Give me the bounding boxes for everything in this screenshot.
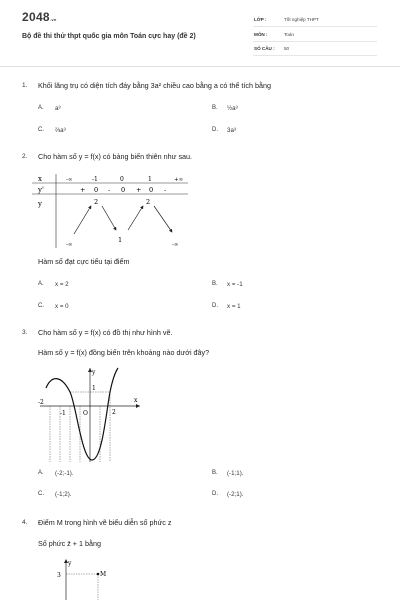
table-y-value: -∞: [66, 242, 73, 248]
question-text: Cho hàm số y = f(x) có bảng biến thiên như sau.: [38, 152, 193, 161]
option-letter[interactable]: D.: [212, 491, 218, 497]
question-text: Khối lăng trụ có diện tích đáy bằng 3a² chiều cao bằng a có thể tích bằng: [38, 81, 271, 90]
option-text[interactable]: (-1;1).: [227, 470, 244, 477]
meta-divider: [253, 26, 377, 27]
function-curve: [46, 368, 118, 460]
table-y-value: 2: [146, 198, 151, 206]
graph-origin-label: O: [83, 410, 88, 417]
logo-text: 2048: [22, 10, 50, 24]
option-letter[interactable]: C.: [38, 491, 44, 497]
table-y-value: 1: [118, 236, 123, 244]
table-sign: +: [80, 186, 86, 194]
option-letter[interactable]: D.: [212, 127, 218, 133]
table-arrow-down: [102, 206, 116, 230]
option-text[interactable]: (-2;-1).: [55, 470, 74, 477]
table-sign: -: [164, 186, 167, 194]
point-m: [97, 573, 100, 576]
question-number: 4.: [22, 519, 28, 526]
table-y-value: -∞: [172, 242, 179, 248]
meta-divider: [253, 41, 377, 42]
option-text[interactable]: (-1;2).: [55, 491, 72, 498]
table-sign: 0: [121, 186, 126, 194]
complex-plane-graph: [52, 556, 132, 600]
option-text[interactable]: x = -1: [227, 281, 243, 288]
table-yprime-label: y': [38, 186, 44, 194]
table-x-value: 0: [120, 176, 124, 183]
question-prompt: Số phức z̄ + 1 bằng: [38, 539, 101, 548]
option-text[interactable]: x = 0: [55, 303, 69, 310]
question-prompt: Hàm số đạt cực tiểu tại điểm: [38, 257, 130, 266]
question-prompt: Hàm số y = f(x) đồng biến trên khoảng nào dưới đây?: [38, 348, 210, 357]
table-x-value: -1: [92, 176, 98, 183]
table-arrow-up: [74, 206, 91, 234]
graph-y-axis-label: y: [68, 560, 72, 567]
question-text: Cho hàm số y = f(x) có đồ thị như hình vẽ.: [38, 328, 173, 337]
option-letter[interactable]: A.: [38, 470, 44, 476]
option-letter[interactable]: B.: [212, 281, 218, 287]
question-number: 3.: [22, 329, 28, 336]
graph-y-axis-label: y: [92, 369, 96, 376]
meta-count-label: SỐ CÂU :: [254, 46, 275, 51]
table-arrow-up: [128, 206, 143, 230]
table-sign: -: [108, 186, 111, 194]
logo-suffix: .vn: [49, 17, 57, 22]
option-letter[interactable]: B.: [212, 470, 218, 476]
option-text[interactable]: x = 1: [227, 303, 241, 310]
graph-x-axis-label: x: [134, 397, 138, 404]
table-arrow-down: [154, 206, 172, 232]
graph-label: -2: [38, 399, 44, 406]
header-divider: [0, 66, 400, 67]
table-x-value: +∞: [174, 177, 184, 183]
graph-tick-label: 3: [57, 572, 61, 579]
meta-divider: [253, 55, 377, 56]
table-y-label: y: [38, 200, 42, 208]
table-x-label: x: [38, 175, 42, 183]
option-letter[interactable]: C.: [38, 127, 44, 133]
question-number: 2.: [22, 153, 28, 160]
graph-label: -1: [60, 410, 66, 417]
variation-table: [30, 172, 190, 250]
table-sign: 0: [94, 186, 99, 194]
table-sign: +: [136, 186, 142, 194]
graph-label: 1: [92, 385, 96, 392]
question-text: Điểm M trong hình vẽ biểu diễn số phức z: [38, 518, 172, 527]
option-text[interactable]: (-2;1).: [227, 491, 244, 498]
site-logo[interactable]: [22, 10, 57, 24]
table-sign: 0: [149, 186, 154, 194]
question-number: 1.: [22, 82, 28, 89]
option-letter[interactable]: B.: [212, 105, 218, 111]
graph-label: 2: [112, 409, 116, 416]
option-letter[interactable]: A.: [38, 281, 44, 287]
meta-subject-value: Toán: [284, 32, 294, 37]
option-letter[interactable]: D.: [212, 303, 218, 309]
option-text[interactable]: 3a³: [227, 127, 236, 134]
option-text[interactable]: a³: [55, 105, 61, 112]
point-label: M: [100, 571, 107, 578]
meta-count-value: 50: [284, 46, 290, 51]
meta-class-label: LỚP :: [254, 17, 267, 22]
meta-class-value: Tốt nghiệp THPT: [284, 17, 319, 22]
option-text[interactable]: ½a³: [227, 105, 238, 112]
table-y-value: 2: [94, 198, 99, 206]
exam-title: Bộ đề thi thử thpt quốc gia môn Toán cực hay (đề 2): [22, 33, 196, 40]
table-x-value: 1: [148, 176, 152, 183]
option-letter[interactable]: C.: [38, 303, 44, 309]
option-text[interactable]: ⅔a³: [55, 127, 66, 134]
meta-subject-label: MÔN :: [254, 32, 268, 37]
function-graph: [36, 364, 146, 464]
table-x-value: -∞: [66, 177, 73, 183]
option-letter[interactable]: A.: [38, 105, 44, 111]
option-text[interactable]: x = 2: [55, 281, 69, 288]
